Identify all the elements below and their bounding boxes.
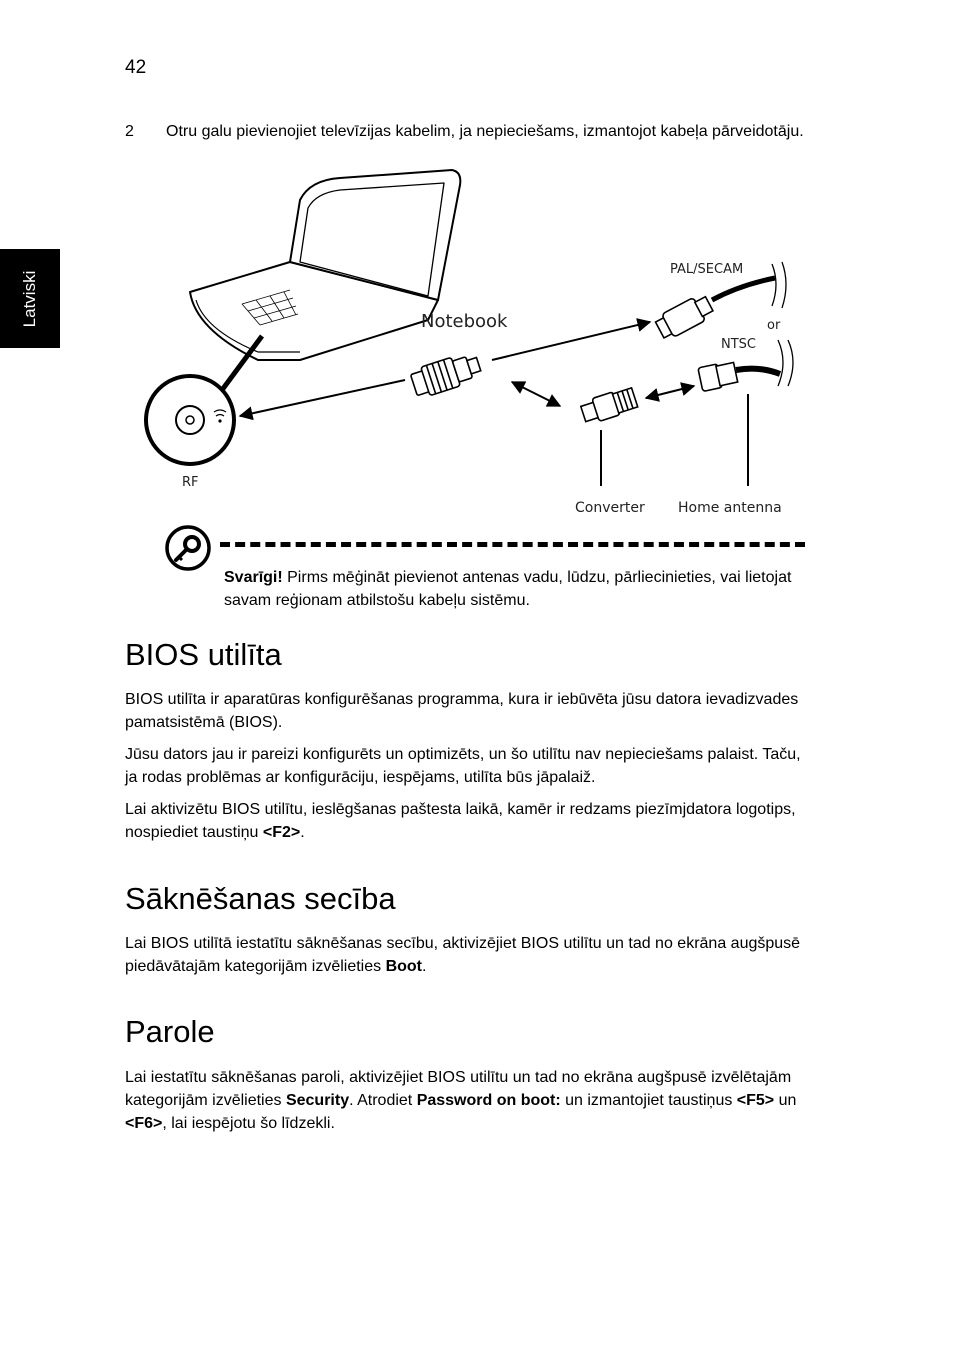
step-text: Otru galu pievienojiet televīzijas kabelim, ja nepieciešams, izmantojot kabeļa pārveidotāju.: [166, 123, 804, 140]
boot-paragraph: [125, 932, 815, 978]
language-side-tab: [0, 249, 60, 348]
rf-port-callout: [146, 376, 234, 464]
boot-text: Lai BIOS utilītā iestatītu sāknēšanas secību, aktivizējiet BIOS utilītu un tad no ekrāna augšpusē piedāvātajām kategorijām izvēlieties: [125, 935, 801, 975]
f5-key: <F5>: [736, 1092, 775, 1109]
password-text-b: . Atrodiet: [349, 1092, 417, 1109]
bios-p3-text: Lai aktivizētu BIOS utilītu, ieslēgšanas paštesta laikā, kamēr ir redzams piezīmjdatora logotips, nospiediet taustiņu: [125, 801, 796, 841]
converter-label: Converter: [575, 500, 645, 516]
bios-paragraph-2: Jūsu dators jau ir pareizi konfigurēts un optimizēts, un šo utilītu nav nepieciešams palaist. Taču, ja rodas problēmas ar konfigurāciju, iespējams, utilīta būs jāpalaiž.: [125, 746, 801, 786]
password-paragraph: [125, 1066, 815, 1135]
ntsc-label: NTSC: [721, 337, 756, 352]
note-divider: [220, 542, 805, 547]
step-number: 2: [125, 123, 134, 140]
notebook-illustration: [190, 170, 460, 360]
password-on-boot-keyword: Password on boot:: [416, 1092, 561, 1109]
tv-antenna-connection-diagram: [140, 165, 805, 525]
notebook-label: Notebook: [421, 311, 508, 332]
important-note: [224, 566, 814, 612]
key-icon: [164, 524, 212, 572]
note-text: Pirms mēģināt pievienot antenas vadu, lūdzu, pārliecinieties, vai lietojat savam reģionam atbilstošu kabeļu sistēmu.: [224, 569, 792, 609]
bios-paragraph-1: BIOS utilīta ir aparatūras konfigurēšanas programma, kura ir iebūvēta jūsu datora ievadizvades pamatsistēmā (BIOS).: [125, 691, 799, 731]
bios-heading: BIOS utilīta: [125, 637, 282, 672]
f6-key: <F6>: [125, 1115, 163, 1132]
rf-label: RF: [182, 475, 199, 490]
page-number: 42: [125, 57, 147, 78]
pal-secam-plug: [654, 292, 716, 341]
step-2: [125, 120, 815, 143]
password-heading: Parole: [125, 1014, 215, 1049]
home-antenna-label: Home antenna: [678, 500, 782, 516]
coax-plug: [409, 350, 483, 400]
ntsc-plug: [698, 361, 738, 392]
boot-heading: Sāknēšanas secība: [125, 881, 396, 916]
boot-end: .: [422, 958, 427, 975]
language-label: Latviski: [20, 270, 39, 328]
password-text-a: Lai iestatītu sāknēšanas paroli, aktivizējiet BIOS utilītu un tad no ekrāna augšpusē izvēlētajām kategorijām izvēlieties: [125, 1069, 792, 1109]
note-label: Svarīgi!: [224, 569, 283, 586]
converter: [580, 386, 639, 426]
pal-secam-label: PAL/SECAM: [670, 262, 744, 277]
boot-keyword: Boot: [385, 958, 423, 975]
f2-key: <F2>: [262, 824, 301, 841]
or-label: or: [767, 318, 781, 333]
security-keyword: Security: [285, 1092, 350, 1109]
bios-paragraph-3: [125, 798, 815, 844]
bios-p3-end: .: [300, 824, 305, 841]
password-text-e: , lai iespējotu šo līdzekli.: [162, 1115, 335, 1132]
password-text-c: un izmantojiet taustiņus: [560, 1092, 737, 1109]
password-text-d: un: [774, 1092, 797, 1109]
